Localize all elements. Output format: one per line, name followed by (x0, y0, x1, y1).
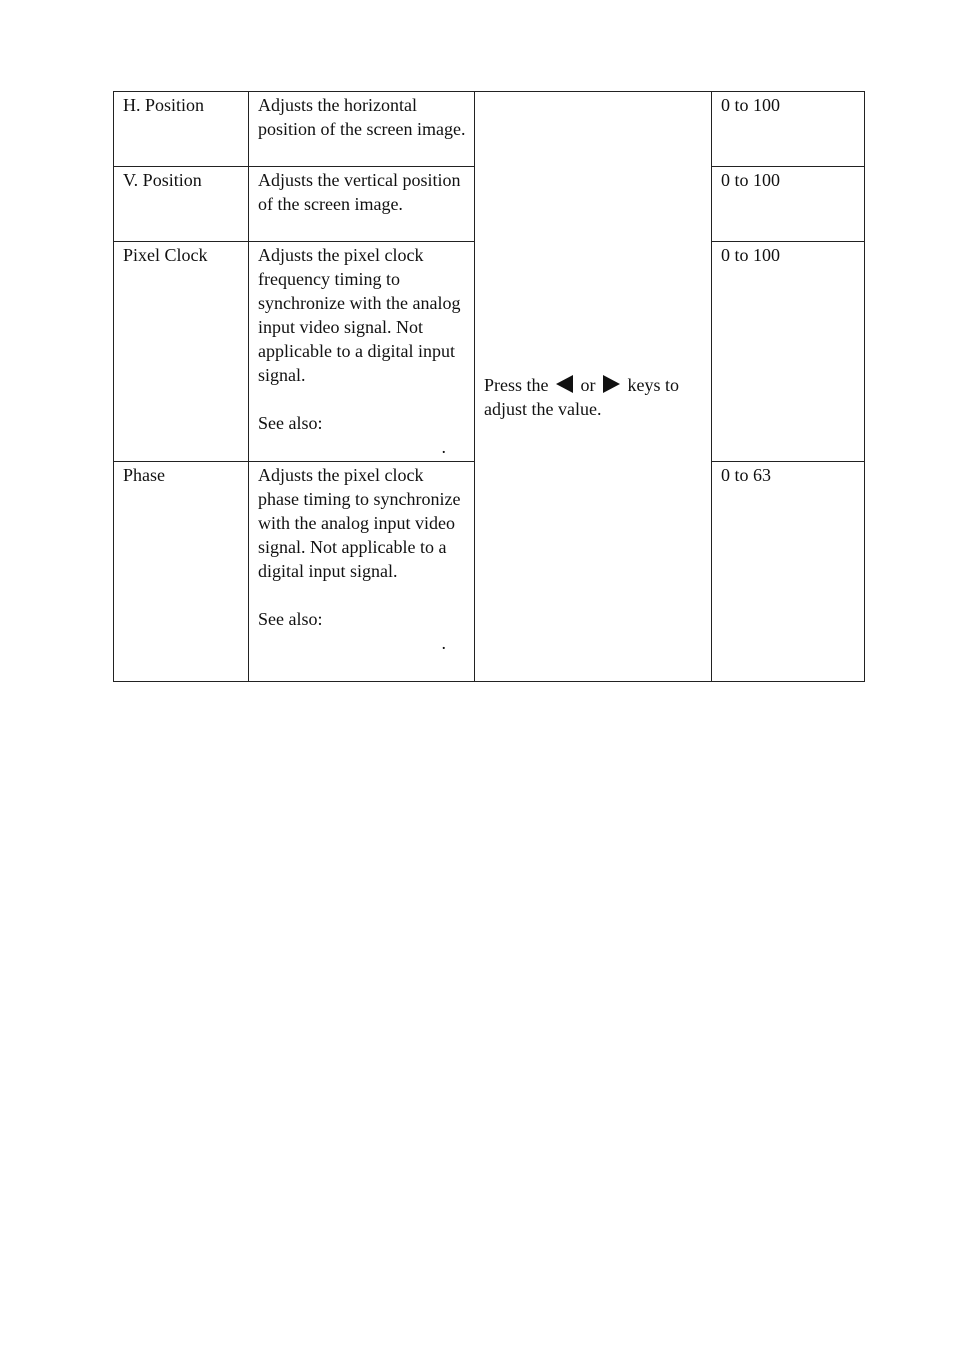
description-cell (249, 92, 475, 167)
right-triangle-icon (603, 375, 620, 393)
see-also-label: See also: (258, 413, 323, 433)
setting-description: Adjusts the pixel clock frequency timing to synchronize with the analog input video signal. Not applicable to a digital input signal. (258, 245, 461, 385)
range-cell (712, 92, 865, 167)
left-triangle-icon (556, 375, 573, 393)
setting-range: 0 to 63 (721, 465, 772, 485)
setting-range: 0 to 100 (721, 170, 781, 190)
instruction-cell (475, 92, 712, 682)
instruction-conjunction: or (580, 374, 596, 395)
setting-name-cell (114, 242, 249, 462)
description-cell (249, 242, 475, 462)
setting-description: Adjusts the vertical position of the screen image. (258, 170, 461, 214)
setting-description: Adjusts the horizontal position of the screen image. (258, 95, 466, 139)
setting-name: V. Position (123, 170, 202, 190)
setting-description: Adjusts the pixel clock phase timing to synchronize with the analog input video signal. Not applicable to a digital input signal. (258, 465, 461, 581)
trailing-period: . (441, 633, 446, 653)
description-cell (249, 462, 475, 682)
setting-name-cell (114, 167, 249, 242)
setting-name: Pixel Clock (123, 245, 208, 265)
table-row (114, 92, 865, 167)
setting-range: 0 to 100 (721, 95, 781, 115)
instruction-suffix: keys to adjust the value. (484, 374, 679, 419)
setting-name-cell (114, 92, 249, 167)
setting-name: H. Position (123, 95, 205, 115)
settings-table (113, 91, 865, 682)
setting-name-cell (114, 462, 249, 682)
document-page (113, 91, 864, 682)
see-also-label: See also: (258, 609, 323, 629)
range-cell (712, 462, 865, 682)
description-cell (249, 167, 475, 242)
instruction-prefix: Press the (484, 374, 549, 395)
trailing-period: . (441, 437, 446, 457)
range-cell (712, 242, 865, 462)
range-cell (712, 167, 865, 242)
setting-name: Phase (123, 465, 165, 485)
setting-range: 0 to 100 (721, 245, 781, 265)
